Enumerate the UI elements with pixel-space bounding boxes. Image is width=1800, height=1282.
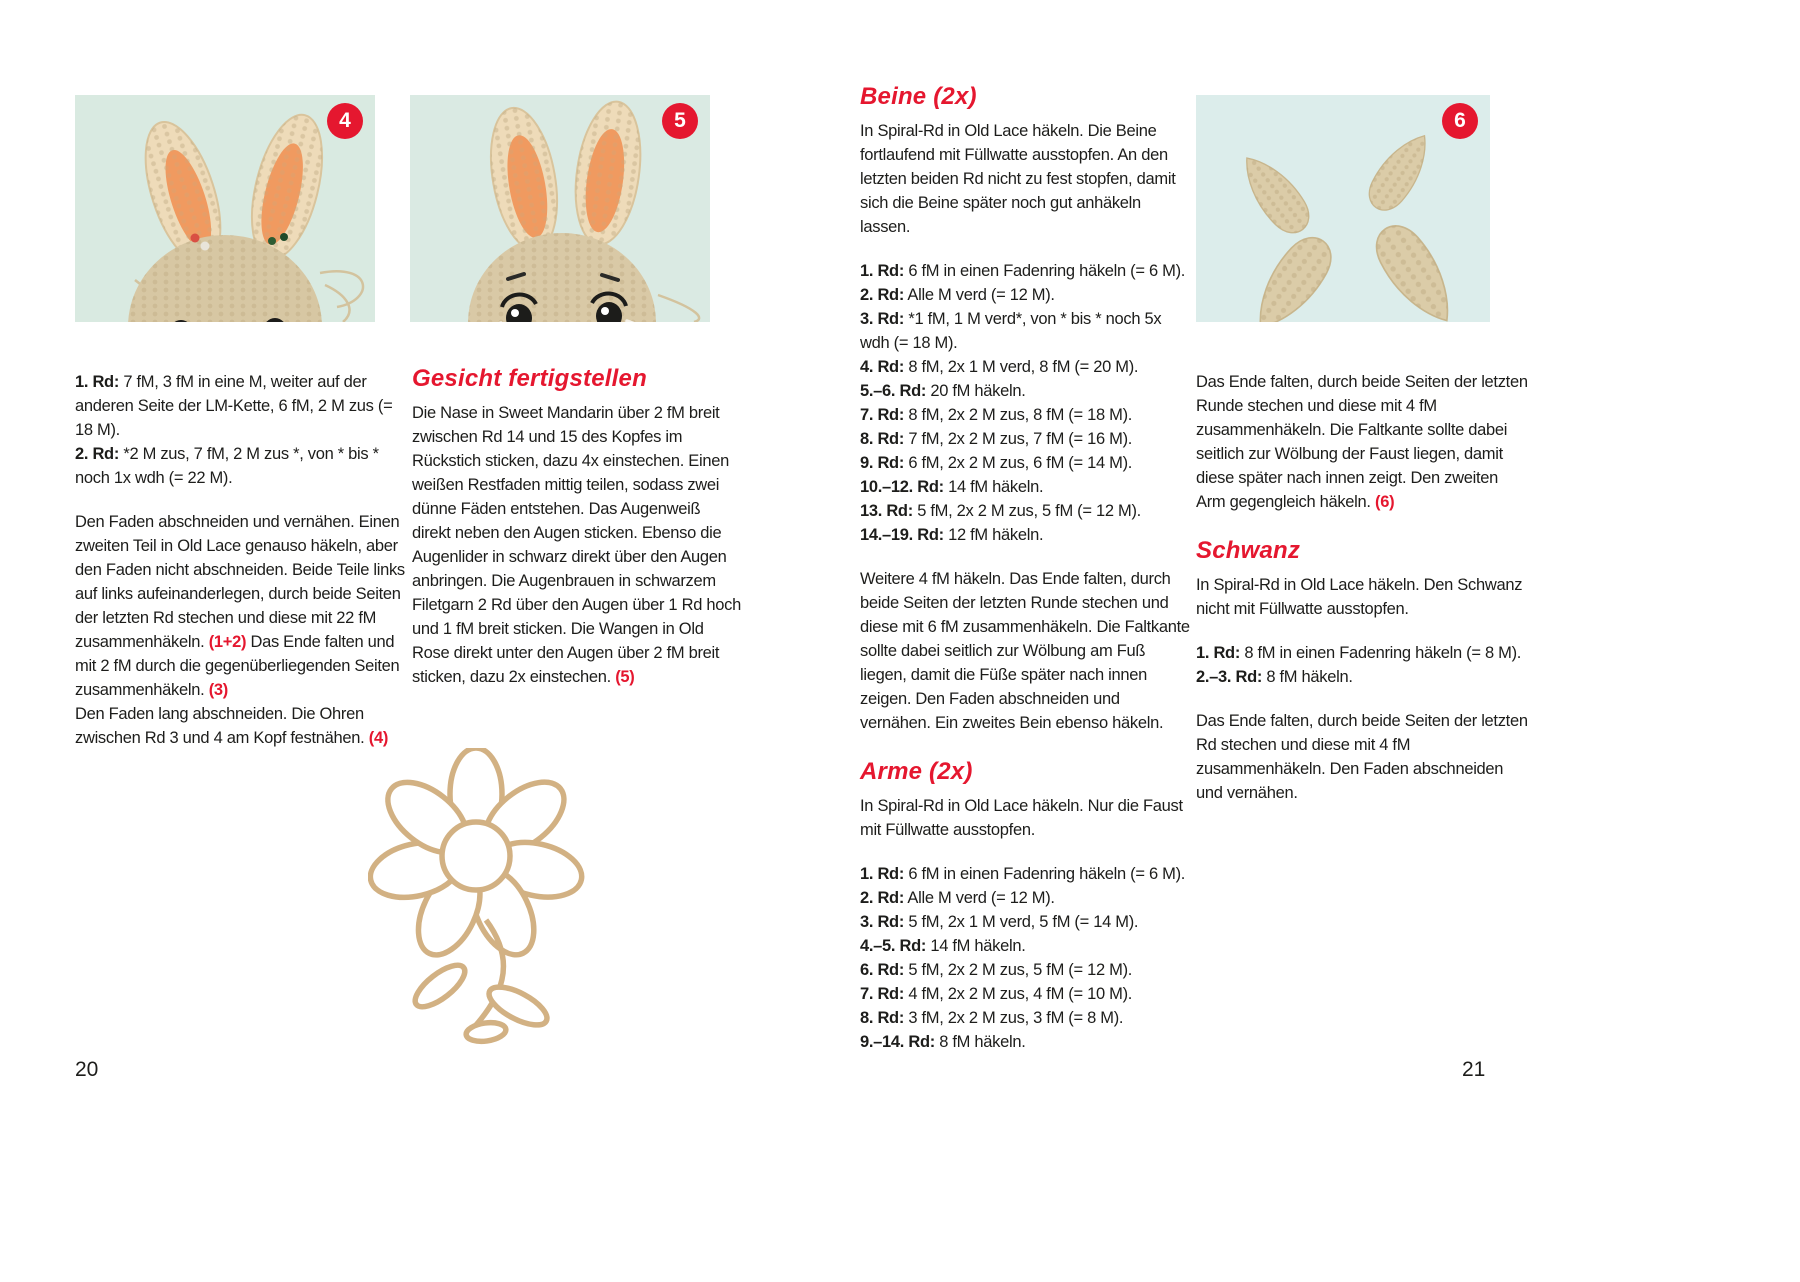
section-heading-schwanz: Schwanz xyxy=(1196,537,1301,564)
round-instruction: 4. Rd: 8 fM, 2x 1 M verd, 8 fM (= 20 M). xyxy=(860,358,1139,376)
page-number-right: 21 xyxy=(1462,1058,1486,1081)
instruction-paragraph: In Spiral-Rd in Old Lace häkeln. Nur die Faust mit Füllwatte ausstopfen. xyxy=(860,797,1183,839)
round-instruction: 4.–5. Rd: 14 fM häkeln. xyxy=(860,937,1026,955)
instruction-paragraph: In Spiral-Rd in Old Lace häkeln. Die Beine fortlaufend mit Füllwatte ausstopfen. An den letzten beiden Rd nicht zu fest stopfen, damit sich die Beine später noch gut anhäkeln lassen. xyxy=(860,122,1176,236)
round-instruction: 2.–3. Rd: 8 fM häkeln. xyxy=(1196,668,1353,686)
round-instruction: 9.–14. Rd: 8 fM häkeln. xyxy=(860,1033,1026,1051)
round-instruction: 1. Rd: 8 fM in einen Fadenring häkeln (= 8 M). xyxy=(1196,644,1522,662)
round-instruction: 2. Rd: *2 M zus, 7 fM, 2 M zus *, von * bis * noch 1x wdh (= 22 M). xyxy=(75,445,379,487)
photo-number-badge-5: 5 xyxy=(662,103,698,139)
section-heading-beine: Beine (2x) xyxy=(860,83,977,110)
section-heading-gesicht: Gesicht fertigstellen xyxy=(412,365,647,392)
instruction-paragraph: Den Faden abschneiden und vernähen. Einen zweiten Teil in Old Lace genauso häkeln, aber den Faden nicht abschneiden. Beide Teile links auf links aufeinanderlegen, durch beide Seiten der letzten Rd stechen und diese mit 22 fM zusammenhäkeln. (1+2) Das Ende falten und mit 2 fM durch die gegenüberliegenden Seiten zusammenhäkeln. (3) xyxy=(75,513,405,699)
round-instruction: 3. Rd: 5 fM, 2x 1 M verd, 5 fM (= 14 M). xyxy=(860,913,1139,931)
column-ears-instructions xyxy=(75,370,405,750)
photo-crocheted-legs xyxy=(1196,95,1490,322)
round-instruction: 1. Rd: 6 fM in einen Fadenring häkeln (= 6 M). xyxy=(860,865,1186,883)
instruction-paragraph: Das Ende falten, durch beide Seiten der letzten Rd stechen und diese mit 4 fM zusammenhäkeln. Den Faden abschneiden und vernähen. xyxy=(1196,712,1528,802)
column-arm-tail-instructions xyxy=(1196,370,1528,805)
instruction-paragraph: Den Faden lang abschneiden. Die Ohren zwischen Rd 3 und 4 am Kopf festnähen. (4) xyxy=(75,705,389,747)
round-instruction: 1. Rd: 6 fM in einen Fadenring häkeln (= 6 M). xyxy=(860,262,1186,280)
round-instruction: 2. Rd: Alle M verd (= 12 M). xyxy=(860,889,1055,907)
round-instruction: 14.–19. Rd: 12 fM häkeln. xyxy=(860,526,1044,544)
round-instruction: 6. Rd: 5 fM, 2x 2 M zus, 5 fM (= 12 M). xyxy=(860,961,1133,979)
instruction-paragraph: In Spiral-Rd in Old Lace häkeln. Den Schwanz nicht mit Füllwatte ausstopfen. xyxy=(1196,576,1523,618)
round-instruction: 10.–12. Rd: 14 fM häkeln. xyxy=(860,478,1044,496)
round-instruction: 13. Rd: 5 fM, 2x 2 M zus, 5 fM (= 12 M). xyxy=(860,502,1141,520)
round-instruction: 8. Rd: 3 fM, 2x 2 M zus, 3 fM (= 8 M). xyxy=(860,1009,1124,1027)
column-legs-arms-instructions xyxy=(860,82,1192,1054)
round-instruction: 1. Rd: 7 fM, 3 fM in eine M, weiter auf der anderen Seite der LM-Kette, 6 fM, 2 M zus (= 18 M). xyxy=(75,373,393,439)
instruction-paragraph: Weitere 4 fM häkeln. Das Ende falten, durch beide Seiten der letzten Runde stechen und diese mit 6 fM zusammenhäkeln. Die Faltkante sollte dabei seitlich zur Wölbung am Fuß liegen, damit die Füße später nach innen zeigen. Den Faden abschneiden und vernähen. Ein zweites Bein ebenso häkeln. xyxy=(860,570,1190,732)
round-instruction: 3. Rd: *1 fM, 1 M verd*, von * bis * noch 5x wdh (= 18 M). xyxy=(860,310,1162,352)
photo-bunny-head-ears-pinned xyxy=(75,95,375,322)
round-instruction: 5.–6. Rd: 20 fM häkeln. xyxy=(860,382,1026,400)
flower-line-drawing xyxy=(368,748,618,1048)
round-instruction: 7. Rd: 4 fM, 2x 2 M zus, 4 fM (= 10 M). xyxy=(860,985,1133,1003)
round-instruction: 7. Rd: 8 fM, 2x 2 M zus, 8 fM (= 18 M). xyxy=(860,406,1133,424)
round-instruction: 2. Rd: Alle M verd (= 12 M). xyxy=(860,286,1055,304)
photo-bunny-head-finished-face xyxy=(410,95,710,322)
instruction-paragraph: Das Ende falten, durch beide Seiten der letzten Runde stechen und diese mit 4 fM zusammenhäkeln. Die Faltkante sollte dabei seitlich zur Wölbung der Faust liegen, damit diese später nach innen zeigt. Den zweiten Arm gegengleich häkeln. (6) xyxy=(1196,373,1528,511)
photo-number-badge-4: 4 xyxy=(327,103,363,139)
round-instruction: 9. Rd: 6 fM, 2x 2 M zus, 6 fM (= 14 M). xyxy=(860,454,1133,472)
section-heading-arme: Arme (2x) xyxy=(860,758,973,785)
column-face-instructions xyxy=(412,364,742,689)
round-instruction: 8. Rd: 7 fM, 2x 2 M zus, 7 fM (= 16 M). xyxy=(860,430,1133,448)
page-number-left: 20 xyxy=(75,1058,99,1081)
photo-number-badge-6: 6 xyxy=(1442,103,1478,139)
instruction-paragraph: Die Nase in Sweet Mandarin über 2 fM breit zwischen Rd 14 und 15 des Kopfes im Rückstich sticken, dazu 4x einstechen. Einen weißen Restfaden mittig teilen, sodass zwei dünne Fäden entstehen. Das Augenweiß direkt neben den Augen sticken. Ebenso die Augenlider in schwarz direkt über den Augen anbringen. Die Augenbrauen in schwarzem Filetgarn 2 Rd über den Augen über 1 Rd hoch und 1 fM breit sticken. Die Wangen in Old Rose direkt unter den Augen über 2 fM breit sticken, dazu 2x einstechen. (5) xyxy=(412,404,741,686)
